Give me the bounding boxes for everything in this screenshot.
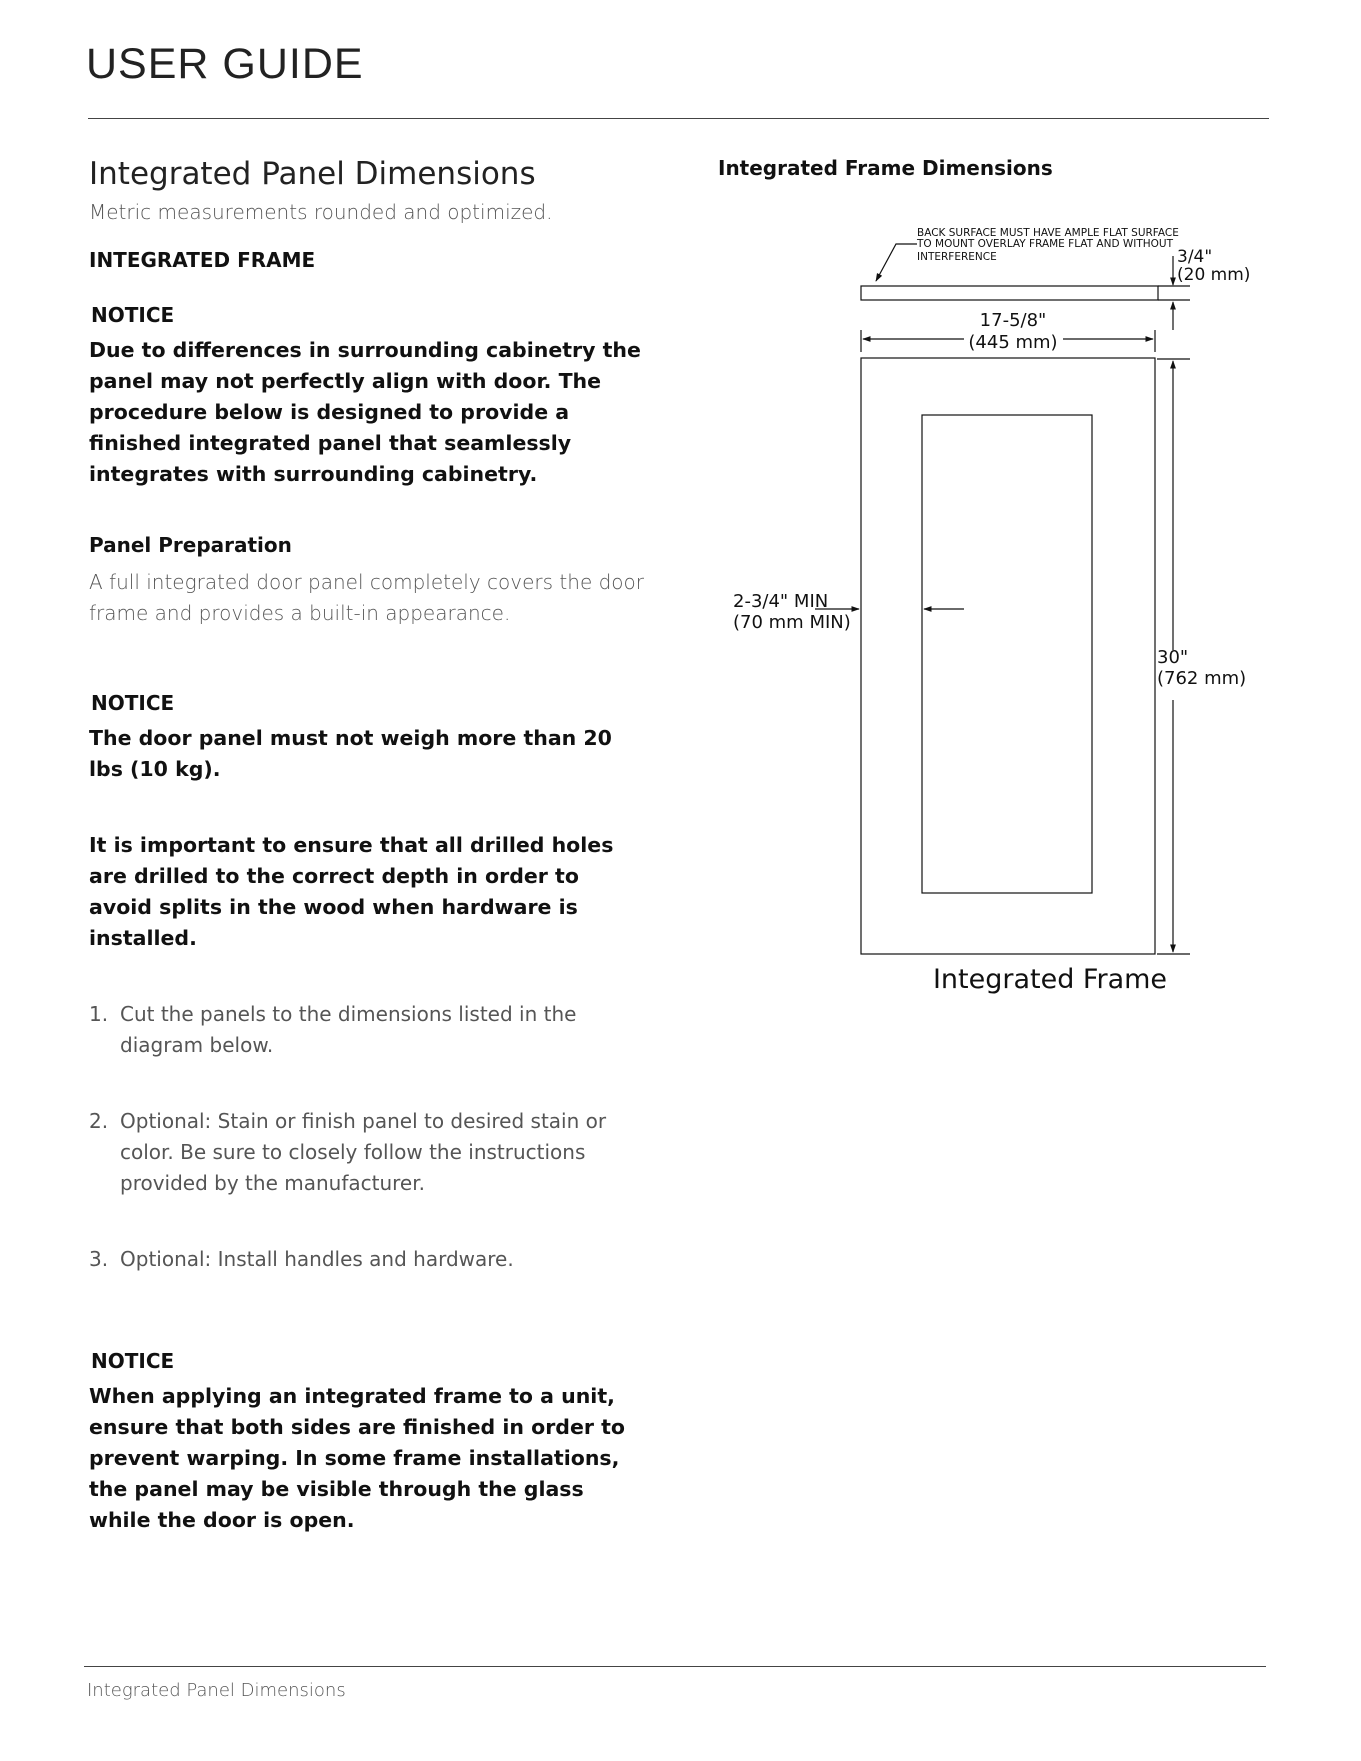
left-column: [89, 150, 649, 1536]
frame-outer: [861, 358, 1155, 954]
notice-label-3: NOTICE: [91, 1349, 175, 1373]
width-label-in: 17-5/8": [979, 310, 1047, 331]
notice-text-1: Due to differences in surrounding cabinetry the panel may not perfectly align with door. The procedure below is designed to provide a finished integrated panel that seamlessly integrates with surrounding cabinetry.: [89, 338, 641, 486]
back-surface-note-line2: TO MOUNT OVERLAY FRAME FLAT AND WITHOUT: [917, 238, 1174, 250]
thickness-label-in: 3/4": [1177, 247, 1213, 267]
preparation-steps: [89, 999, 649, 1275]
integrated-frame-heading: INTEGRATED FRAME: [89, 248, 316, 272]
panel-preparation-heading: Panel Preparation: [89, 533, 292, 557]
page-header-title: USER GUIDE: [86, 40, 364, 88]
notice-label-2: NOTICE: [91, 691, 175, 715]
thickness-label-mm: (20 mm): [1177, 265, 1251, 285]
drilling-warning-text: It is important to ensure that all drilled holes are drilled to the correct depth in order to avoid splits in the wood when hardware is installed.: [89, 833, 614, 950]
back-surface-board: [861, 286, 1158, 300]
step-item: 3. Optional: Install handles and hardware.: [89, 1247, 514, 1271]
note-leader-line: [876, 244, 917, 281]
header-rule: [88, 118, 1269, 119]
diagram-title: Integrated Frame Dimensions: [718, 156, 1053, 180]
back-surface-note-line3: INTERFERENCE: [917, 251, 997, 263]
footer-rule: [84, 1666, 1266, 1667]
notice-label-1: NOTICE: [91, 303, 175, 327]
step-item: 2. Optional: Stain or finish panel to desired stain or color. Be sure to closely follow the instructions provided by the manufacturer.: [89, 1109, 607, 1195]
height-label-in: 30": [1157, 647, 1189, 668]
border-label-in: 2-3/4" MIN: [733, 591, 829, 612]
step-item: 1. Cut the panels to the dimensions listed in the diagram below.: [89, 1002, 577, 1057]
section-title: Integrated Panel Dimensions: [89, 156, 536, 192]
notice-text-2: The door panel must not weigh more than 20 lbs (10 kg).: [89, 726, 612, 781]
panel-preparation-text: A full integrated door panel completely covers the door frame and provides a built-in appearance.: [89, 570, 644, 625]
diagram-caption: Integrated Frame: [932, 964, 1168, 995]
width-label-mm: (445 mm): [968, 332, 1058, 353]
height-label-mm: (762 mm): [1157, 668, 1247, 689]
back-surface-note-line1: BACK SURFACE MUST HAVE AMPLE FLAT SURFACE: [917, 227, 1179, 239]
section-subtitle: Metric measurements rounded and optimized.: [89, 200, 553, 224]
footer-text: Integrated Panel Dimensions: [87, 1680, 346, 1701]
notice-text-3: When applying an integrated frame to a unit, ensure that both sides are finished in order to prevent warping. In some frame installations, the panel may be visible through the glass while the door is open.: [89, 1384, 626, 1532]
border-label-mm: (70 mm MIN): [733, 612, 851, 633]
frame-inner-opening: [922, 415, 1092, 893]
